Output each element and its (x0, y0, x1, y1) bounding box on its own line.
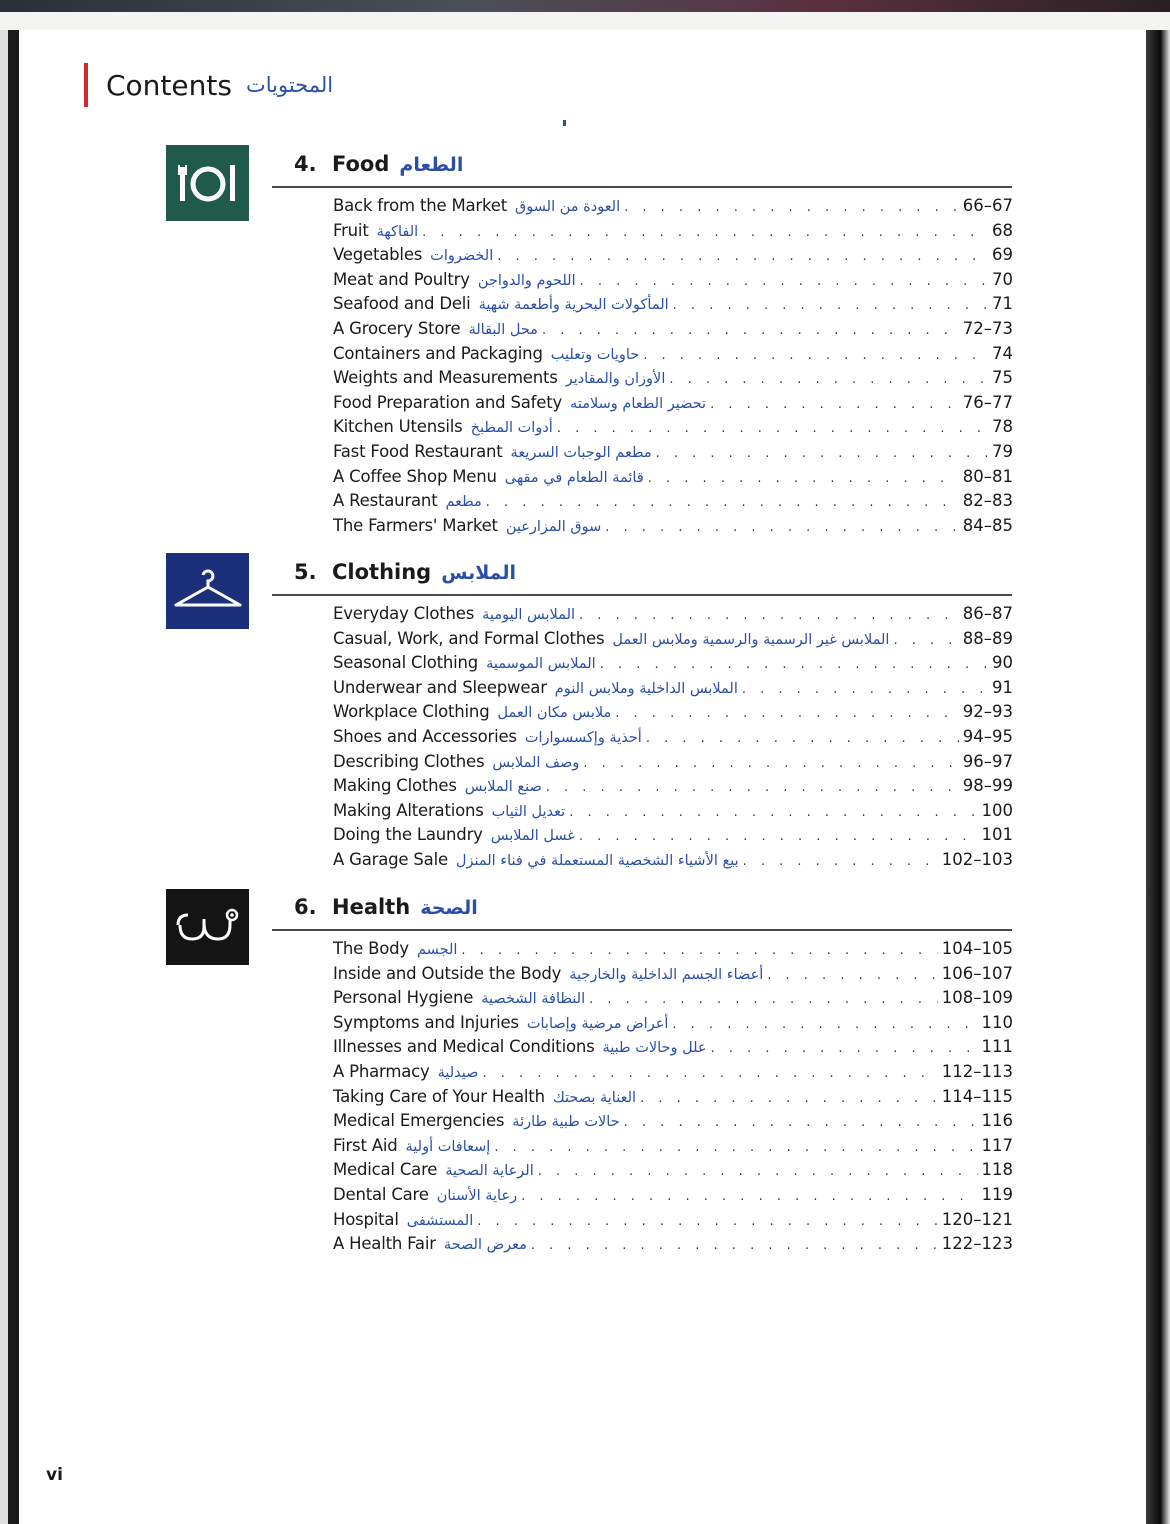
toc-entry-page: 119 (981, 1184, 1013, 1204)
toc-entry-title: Back from the Market (333, 196, 507, 215)
dot-leader (743, 850, 938, 875)
dot-leader (531, 1234, 938, 1259)
toc-entry[interactable] (333, 750, 1013, 775)
toc-entry-title: Hospital (333, 1209, 399, 1229)
dot-leader (482, 1062, 937, 1087)
toc-entry-title-arabic: تحضير الطعام وسلامته (570, 395, 707, 412)
toc-entry-title: Vegetables (333, 245, 423, 265)
toc-entry-page: 68 (992, 220, 1013, 240)
toc-entry[interactable] (333, 268, 1013, 293)
section-title (332, 560, 516, 584)
toc-entry-page: 72–73 (962, 318, 1013, 338)
scan-left-edge (0, 30, 8, 1524)
section-food-heading (272, 150, 1012, 188)
toc-entry-title-arabic: الخضروات (430, 248, 494, 265)
toc-entry-page: 120–121 (941, 1209, 1013, 1229)
dot-leader (521, 1185, 977, 1210)
toc-entry-title-arabic: الجسم (417, 942, 458, 958)
toc-entry[interactable] (333, 366, 1013, 391)
section-title (332, 152, 463, 176)
print-mark (563, 120, 566, 126)
toc-entry-title: Taking Care of Your Health (333, 1086, 545, 1106)
stethoscope-icon (166, 889, 249, 965)
dot-leader (711, 1037, 978, 1062)
dot-leader (646, 727, 959, 752)
scan-right-edge (1146, 30, 1170, 1524)
toc-entry-title-arabic: أعضاء الجسم الداخلية والخارجية (569, 966, 764, 983)
dot-leader (557, 417, 988, 442)
toc-entry[interactable] (333, 774, 1013, 799)
toc-entry-page: 106–107 (941, 963, 1013, 983)
toc-entry[interactable] (333, 627, 1013, 652)
page-title: Contents (106, 68, 232, 102)
toc-entry-title: The Body (333, 939, 409, 958)
dot-leader (546, 776, 959, 801)
toc-entry[interactable] (333, 700, 1013, 725)
toc-entry-title-arabic: وصف الملابس (492, 754, 580, 771)
toc-entry[interactable] (333, 651, 1013, 676)
section-clothing-entries (333, 602, 1013, 873)
toc-entry-title: Meat and Poultry (333, 269, 470, 289)
toc-entry-page: 101 (981, 825, 1013, 845)
dot-leader (538, 1160, 978, 1185)
toc-entry[interactable] (333, 292, 1013, 317)
toc-entry-title: A Garage Sale (333, 849, 448, 869)
toc-entry-title: Fast Food Restaurant (333, 441, 503, 461)
dot-leader (497, 245, 988, 270)
toc-entry-page: 94–95 (962, 726, 1013, 746)
toc-entry-title-arabic: الملابس غير الرسمية والرسمية وملابس العمل (612, 631, 890, 648)
toc-entry[interactable] (333, 1109, 1013, 1134)
dot-leader (624, 1111, 978, 1136)
toc-entry-page: 117 (981, 1135, 1013, 1155)
dot-leader (710, 393, 959, 418)
toc-entry-title-arabic: الملابس الموسمية (486, 656, 596, 673)
toc-entry-title: Symptoms and Injuries (333, 1012, 519, 1032)
dot-leader (580, 270, 988, 295)
section-clothing-heading (272, 558, 1012, 596)
toc-entry[interactable] (333, 391, 1013, 416)
toc-entry[interactable] (333, 489, 1013, 514)
dot-leader (643, 344, 988, 369)
toc-entry[interactable] (333, 317, 1013, 342)
toc-entry-title-arabic: الملابس اليومية (482, 607, 576, 623)
toc-entry-page: 70 (992, 269, 1013, 289)
dot-leader (893, 629, 958, 654)
dot-leader (583, 752, 958, 777)
toc-entry-title-arabic: حاويات وتعليب (550, 346, 640, 363)
toc-entry-title: A Pharmacy (333, 1061, 430, 1081)
toc-entry-page: 74 (992, 343, 1013, 363)
toc-entry[interactable] (333, 848, 1013, 873)
toc-entry[interactable] (333, 1158, 1013, 1183)
toc-entry-title-arabic: حالات طبية طارئة (512, 1114, 620, 1131)
toc-entry-title: Medical Care (333, 1160, 438, 1180)
section-title-arabic: الملابس (441, 562, 517, 584)
dot-leader (742, 678, 988, 703)
toc-entry-page: 90 (992, 653, 1013, 673)
toc-entry-page: 88–89 (962, 628, 1013, 648)
dot-leader (542, 319, 959, 344)
section-number: 6. (294, 895, 317, 919)
section-title-english: Clothing (332, 560, 432, 584)
toc-entry[interactable] (333, 602, 1013, 627)
toc-entry-title-arabic: علل وحالات طبية (602, 1040, 707, 1057)
toc-entry-page: 110 (981, 1012, 1013, 1032)
toc-entry[interactable] (333, 1011, 1013, 1036)
toc-entry-title: A Health Fair (333, 1234, 436, 1254)
toc-entry-page: 92–93 (962, 702, 1013, 722)
toc-entry[interactable] (333, 415, 1013, 440)
toc-entry-page: 79 (992, 441, 1013, 461)
dot-leader (615, 702, 958, 727)
toc-entry-title: Personal Hygiene (333, 988, 474, 1008)
toc-entry-page: 78 (992, 417, 1013, 437)
toc-entry-title-arabic: قائمة الطعام في مقهى (504, 469, 644, 486)
toc-entry[interactable] (333, 676, 1013, 701)
toc-entry-title-arabic: صنع الملابس (464, 779, 542, 796)
toc-entry-page: 122–123 (941, 1234, 1013, 1254)
toc-entry-title: Containers and Packaging (333, 343, 543, 363)
section-food-entries (333, 194, 1013, 538)
scan-left-shadow (8, 30, 19, 1524)
toc-entry[interactable] (333, 1134, 1013, 1159)
dot-leader (624, 196, 959, 221)
toc-entry-title: Weights and Measurements (333, 368, 558, 388)
toc-entry-page: 98–99 (962, 776, 1013, 796)
toc-entry-title: A Restaurant (333, 491, 438, 511)
toc-entry[interactable] (333, 342, 1013, 367)
page-title-arabic: المحتويات (245, 73, 334, 97)
toc-entry-title: Making Clothes (333, 776, 457, 796)
toc-entry-title-arabic: سوق المزارعين (505, 518, 602, 535)
toc-entry[interactable] (333, 1183, 1013, 1208)
toc-entry-title: Doing the Laundry (333, 825, 483, 845)
toc-entry-title: The Farmers' Market (333, 515, 498, 535)
dot-leader (477, 1210, 938, 1235)
toc-entry-title-arabic: إسعافات أولية (405, 1138, 491, 1155)
toc-entry-title-arabic: مطعم (445, 494, 482, 511)
toc-entry-title-arabic: اللحوم والدواجن (477, 272, 576, 289)
toc-entry-page: 91 (992, 677, 1013, 697)
toc-entry-page: 66–67 (962, 196, 1013, 215)
section-title-english: Food (332, 152, 390, 176)
toc-entry-title: A Coffee Shop Menu (333, 466, 497, 486)
dot-leader (579, 825, 978, 850)
toc-entry-page: 75 (992, 368, 1013, 388)
toc-entry-page: 100 (981, 800, 1013, 820)
section-number: 5. (294, 560, 317, 584)
toc-entry[interactable] (333, 1035, 1013, 1060)
toc-entry-title-arabic: معرض الصحة (443, 1237, 527, 1254)
toc-entry-title: First Aid (333, 1135, 398, 1155)
toc-entry-page: 96–97 (962, 751, 1013, 771)
toc-entry[interactable] (333, 823, 1013, 848)
toc-entry-title: Making Alterations (333, 800, 484, 820)
toc-entry-page: 80–81 (962, 466, 1013, 486)
toc-entry-page: 84–85 (962, 515, 1013, 535)
toc-entry[interactable] (333, 799, 1013, 824)
toc-entry-page: 111 (981, 1037, 1013, 1057)
toc-entry-title: Workplace Clothing (333, 702, 490, 722)
section-number: 4. (294, 152, 317, 176)
toc-entry-page: 112–113 (941, 1061, 1013, 1081)
toc-entry[interactable] (333, 937, 1013, 962)
section-health-heading (272, 893, 1012, 931)
contents-header (84, 62, 333, 108)
toc-entry-title: Kitchen Utensils (333, 417, 463, 437)
dot-leader (579, 604, 959, 629)
toc-entry-title: Seafood and Deli (333, 294, 471, 314)
section-title-english: Health (332, 895, 411, 919)
toc-entry-title: Shoes and Accessories (333, 726, 517, 746)
toc-entry[interactable] (333, 243, 1013, 268)
toc-entry-page: 114–115 (941, 1086, 1013, 1106)
toc-entry-title: Illnesses and Medical Conditions (333, 1037, 595, 1057)
toc-entry-title-arabic: أعراض مرضية وإصابات (526, 1015, 669, 1032)
toc-entry[interactable] (333, 1085, 1013, 1110)
toc-entry[interactable] (333, 219, 1013, 244)
dot-leader (669, 368, 988, 393)
toc-entry-title: Everyday Clothes (333, 604, 475, 623)
dot-leader (640, 1087, 938, 1112)
toc-entry-page: 102–103 (941, 849, 1013, 869)
toc-entry-page: 118 (981, 1160, 1013, 1180)
dot-leader (767, 964, 937, 989)
toc-entry-title-arabic: أدوات المطبخ (470, 420, 553, 437)
toc-entry-title: A Grocery Store (333, 318, 461, 338)
toc-entry-title: Food Preparation and Safety (333, 392, 563, 412)
dot-leader (569, 801, 977, 826)
toc-entry[interactable] (333, 514, 1013, 539)
dot-leader (589, 988, 938, 1013)
toc-entry-title-arabic: بيع الأشياء الشخصية المستعملة في فناء المنزل (455, 852, 739, 869)
toc-entry-title-arabic: ملابس مكان العمل (497, 705, 612, 722)
dot-leader (486, 491, 959, 516)
clothes-hanger-icon (166, 553, 249, 629)
toc-entry-title-arabic: رعاية الأسنان (436, 1187, 518, 1204)
toc-entry-title-arabic: الرعاية الصحية (445, 1163, 534, 1180)
dot-leader (461, 939, 937, 964)
toc-entry-title-arabic: العودة من السوق (515, 199, 621, 215)
toc-entry-title-arabic: صيدلية (437, 1064, 479, 1081)
toc-entry-page: 86–87 (962, 604, 1013, 623)
toc-entry-title-arabic: مطعم الوجبات السريعة (510, 444, 652, 461)
toc-entry[interactable] (333, 986, 1013, 1011)
toc-entry-title: Medical Emergencies (333, 1111, 505, 1131)
toc-entry-page: 104–105 (941, 939, 1013, 958)
toc-entry-page: 69 (992, 245, 1013, 265)
scan-top-band (0, 0, 1170, 30)
dot-leader (600, 653, 988, 678)
toc-entry-title-arabic: النظافة الشخصية (481, 991, 586, 1008)
toc-entry-title: Fruit (333, 220, 369, 240)
toc-entry-title: Seasonal Clothing (333, 653, 479, 673)
toc-entry-title-arabic: المستشفى (406, 1212, 474, 1229)
toc-entry-title-arabic: أحذية وإكسسوارات (524, 729, 642, 746)
toc-entry-page: 82–83 (962, 491, 1013, 511)
toc-entry-title-arabic: العناية بصحتك (552, 1089, 637, 1106)
toc-entry-title: Inside and Outside the Body (333, 963, 562, 983)
toc-entry[interactable] (333, 194, 1013, 219)
dot-leader (494, 1136, 977, 1161)
toc-entry-title: Casual, Work, and Formal Clothes (333, 628, 605, 648)
toc-entry[interactable] (333, 1232, 1013, 1257)
section-health-entries (333, 937, 1013, 1257)
section-title-arabic: الصحة (420, 897, 478, 919)
section-title-arabic: الطعام (399, 154, 464, 176)
toc-entry[interactable] (333, 440, 1013, 465)
toc-entry-title: Dental Care (333, 1184, 429, 1204)
toc-entry-title-arabic: محل البقالة (468, 321, 538, 338)
toc-entry-title-arabic: الفاكهة (376, 223, 419, 240)
dot-leader (422, 221, 988, 246)
toc-entry[interactable] (333, 465, 1013, 490)
section-title (332, 895, 478, 919)
toc-entry-title: Describing Clothes (333, 751, 485, 771)
toc-entry-title-arabic: المأكولات البحرية وأطعمة شهية (478, 297, 669, 314)
header-accent-bar (84, 63, 88, 107)
toc-entry-title-arabic: الملابس الداخلية وملابس النوم (554, 680, 738, 697)
toc-entry-page: 116 (981, 1111, 1013, 1131)
dot-leader (673, 294, 988, 319)
toc-entry-title-arabic: غسل الملابس (490, 828, 575, 845)
page-number: vi (46, 1465, 63, 1485)
toc-entry-title: Underwear and Sleepwear (333, 677, 547, 697)
dot-leader (672, 1013, 977, 1038)
dot-leader (605, 516, 958, 541)
toc-entry-title-arabic: الأوزان والمقادير (565, 371, 666, 388)
toc-entry-page: 108–109 (941, 988, 1013, 1008)
toc-entry-title-arabic: تعديل الثياب (491, 803, 566, 820)
plate-fork-knife-icon (166, 145, 249, 221)
toc-entry[interactable] (333, 725, 1013, 750)
toc-entry[interactable] (333, 1060, 1013, 1085)
toc-entry[interactable] (333, 962, 1013, 987)
toc-entry-page: 76–77 (962, 392, 1013, 412)
toc-entry-page: 71 (992, 294, 1013, 314)
dot-leader (648, 467, 959, 492)
toc-entry[interactable] (333, 1208, 1013, 1233)
dot-leader (656, 442, 988, 467)
